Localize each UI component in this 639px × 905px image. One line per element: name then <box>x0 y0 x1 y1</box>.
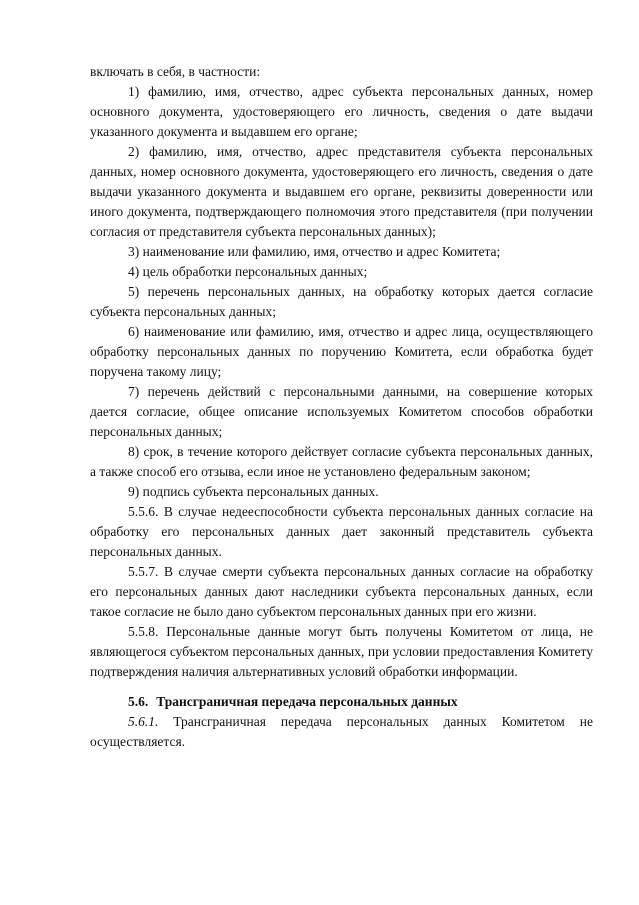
list-item: 3) наименование или фамилию, имя, отчество и адрес Комитета; <box>128 244 501 259</box>
section-heading <box>90 692 593 712</box>
list-item: 1) фамилию, имя, отчество, адрес субъекта персональных данных, номер основного документа, удостоверяющего его личность, сведения о дате выдачи указанного документа и выдавшем его органе; <box>90 84 593 139</box>
clause-5-5-7: 5.5.7. В случае смерти субъекта персональных данных согласие на обработку его персональных данных дают наследники субъекта персональных данных, если такое согласие не было дано субъектом персональных данных при его жизни. <box>90 564 593 619</box>
section-number: 5.6. <box>128 694 149 709</box>
clause-5-6-1 <box>90 712 593 752</box>
list-item: 2) фамилию, имя, отчество, адрес представителя субъекта персональных данных, номер основного документа, удостоверяющего его личность, сведения о дате выдачи указанного документа и выдавшем его органе, реквизиты доверенности или иного документа, подтверждающего полномочия этого представителя (при получении согласия от представителя субъекта персональных данных); <box>90 144 593 239</box>
list-item: 4) цель обработки персональных данных; <box>128 264 368 279</box>
list-item: 5) перечень персональных данных, на обработку которых дается согласие субъекта персональных данных; <box>90 284 593 319</box>
intro-paragraph: включать в себя, в частности: <box>90 64 261 79</box>
clause-text: Трансграничная передача персональных данных Комитетом не осуществляется. <box>90 714 593 749</box>
clause-5-5-6: 5.5.6. В случае недееспособности субъекта персональных данных согласие на обработку его персональных данных дает законный представитель субъекта персональных данных. <box>90 504 593 559</box>
list-item: 9) подпись субъекта персональных данных. <box>128 484 379 499</box>
clause-number: 5.6.1. <box>128 714 159 729</box>
list-item: 8) срок, в течение которого действует согласие субъекта персональных данных, а также способ его отзыва, если иное не установлено федеральным законом; <box>90 444 593 479</box>
list-item: 6) наименование или фамилию, имя, отчество и адрес лица, осуществляющего обработку персональных данных по поручению Комитета, если обработка будет поручена такому лицу; <box>90 324 593 379</box>
section-title: Трансграничная передача персональных данных <box>156 694 458 709</box>
document-body <box>90 62 593 752</box>
clause-5-5-8: 5.5.8. Персональные данные могут быть получены Комитетом от лица, не являющегося субъектом персональных данных, при условии предоставления Комитету подтверждения наличия альтернативных условий обработки информации. <box>90 624 593 679</box>
list-item: 7) перечень действий с персональными данными, на совершение которых дается согласие, общее описание используемых Комитетом способов обработки персональных данных; <box>90 384 593 439</box>
